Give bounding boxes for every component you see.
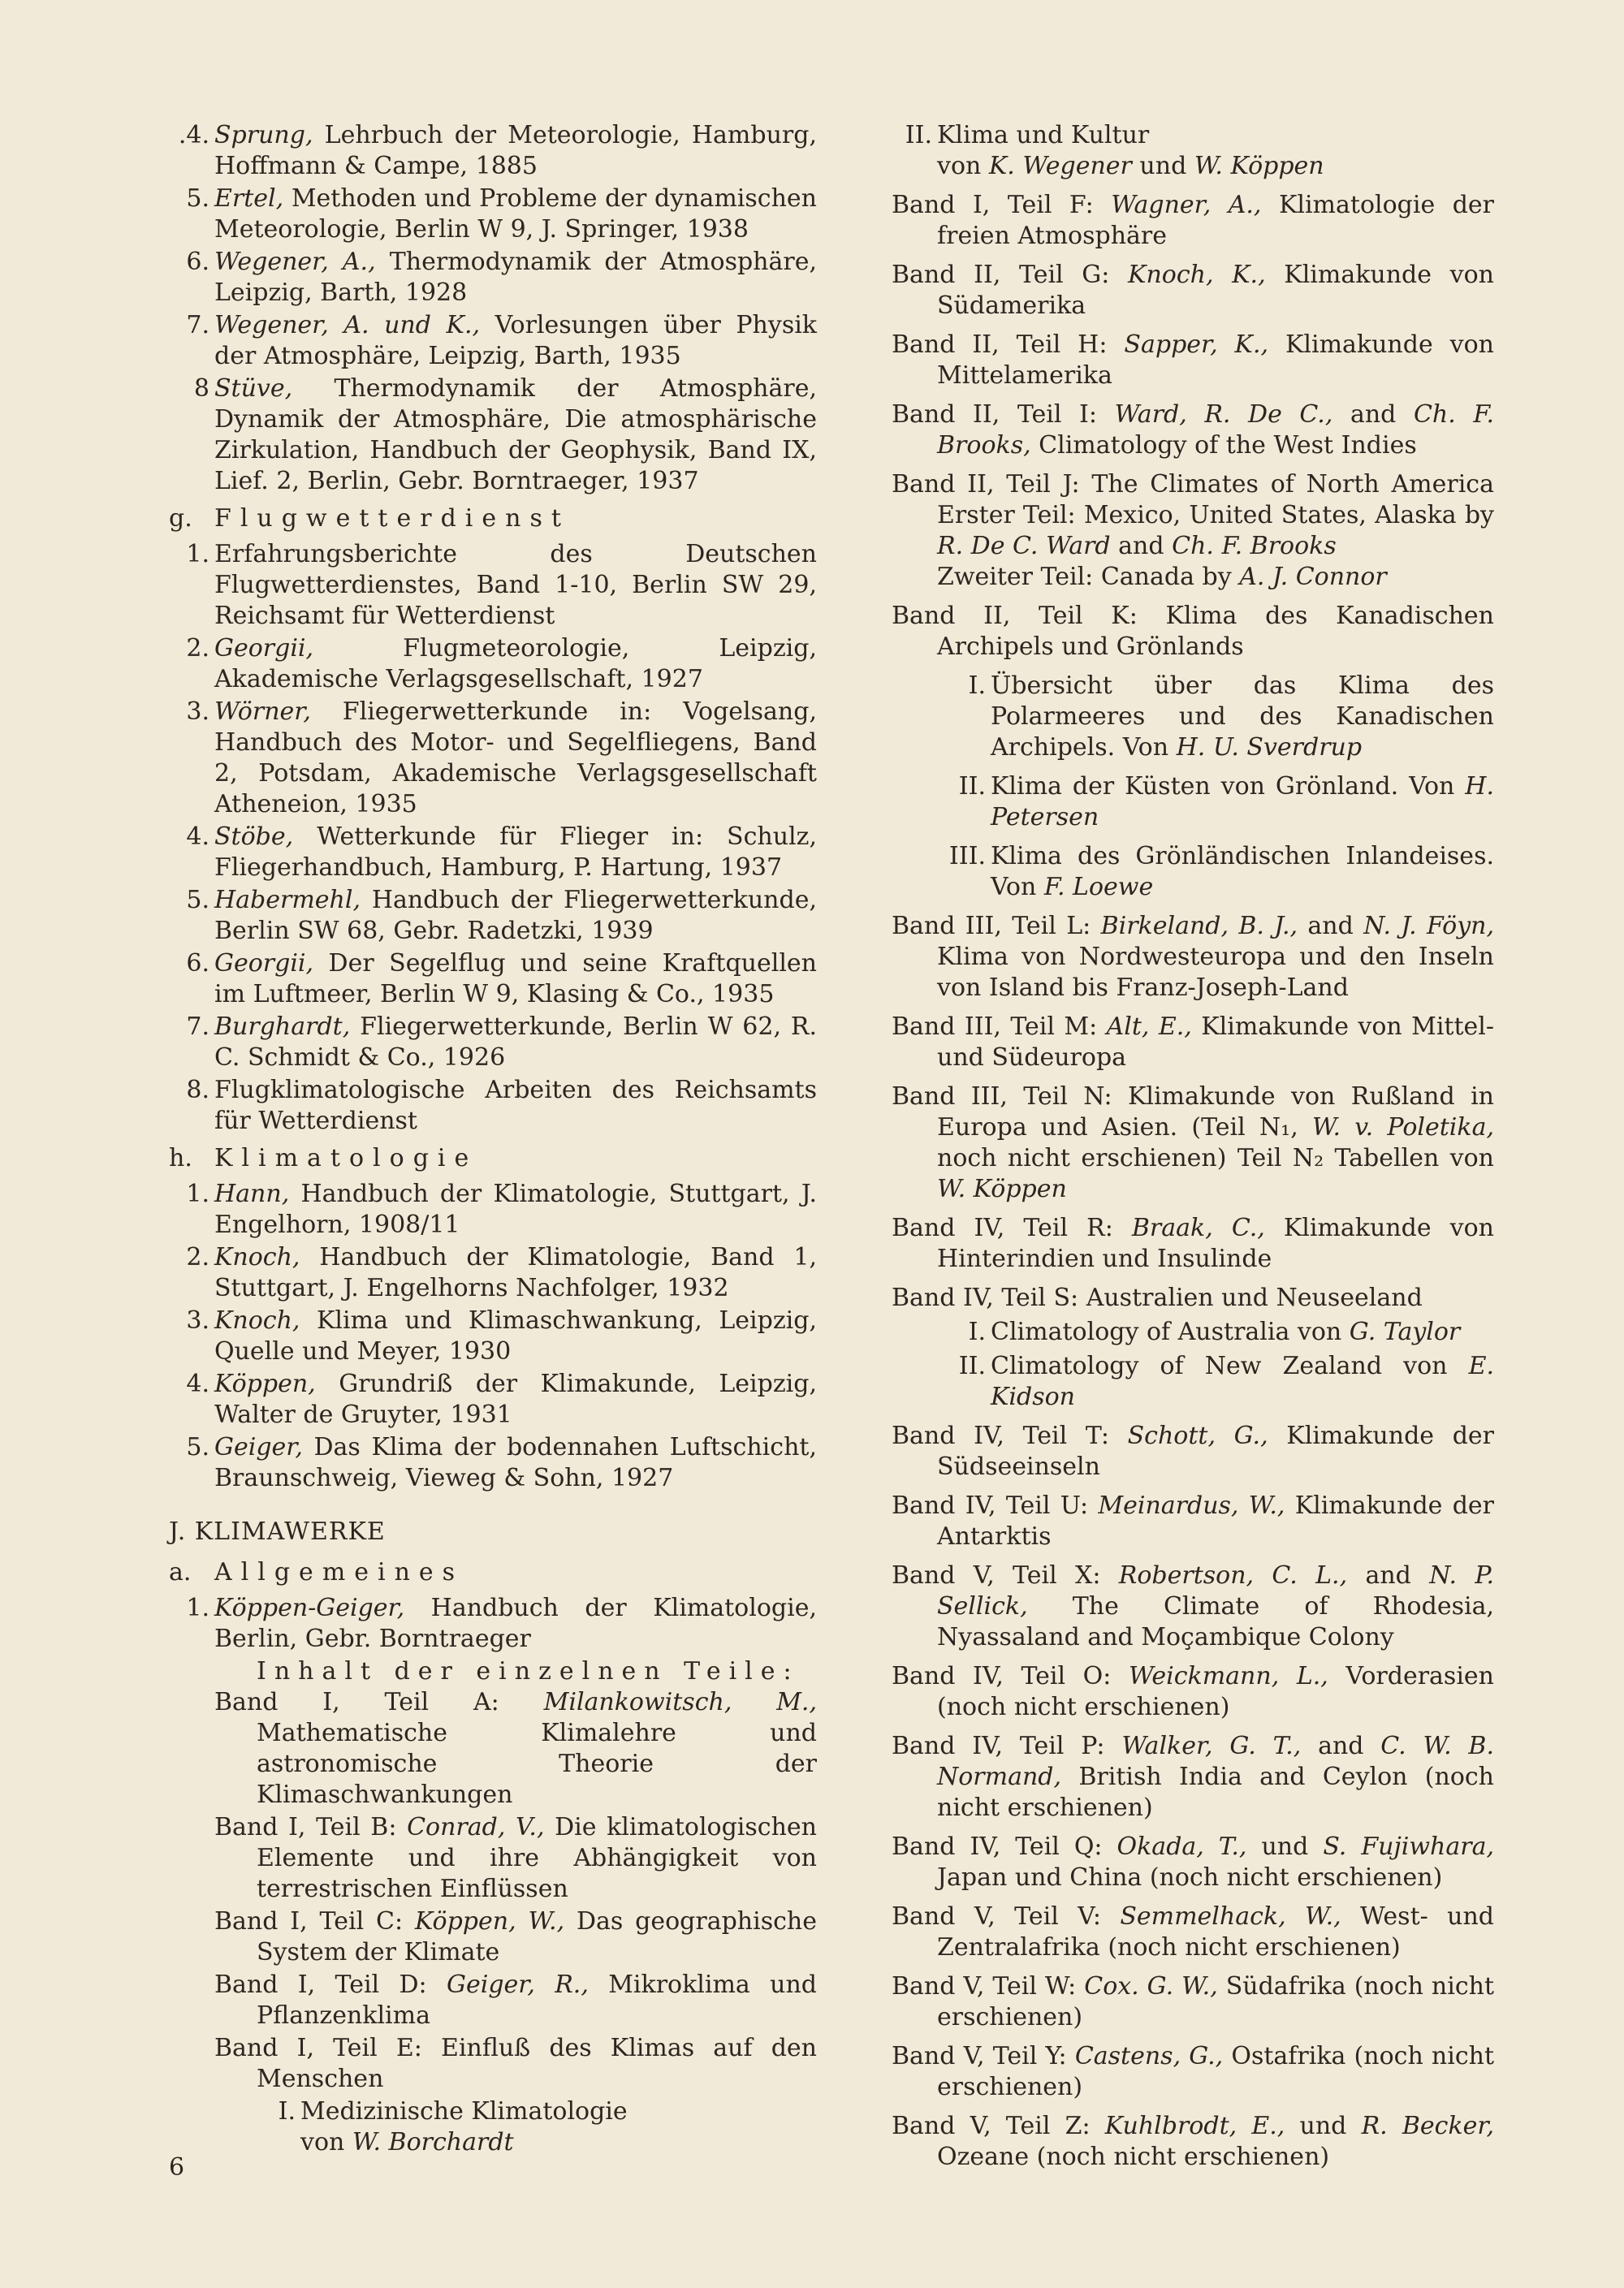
- list-item: 8 Stüve, Thermodynamik der Atmosphäre, Dynamik der Atmosphäre, Die atmosphärische Zirkulation, Handbuch der Geophysik, Band IX, Lief. 2, Berlin, Gebr. Borntraeger, 1937: [193, 374, 817, 495]
- list-item: 6. Georgii, Der Segelflug und seine Kraftquellen im Luftmeer, Berlin W 9, Klasing & Co., 1935: [186, 949, 817, 1008]
- list-item: Band IV, Teil R: Braak, C., Klimakunde von Hinterindien und Insulinde: [892, 1214, 1494, 1273]
- list-item: 4. Köppen, Grundriß der Klimakunde, Leipzig, Walter de Gruyter, 1931: [186, 1370, 817, 1429]
- list-item: III. Klima des Grönländischen Inlandeises. Von F. Loewe: [948, 842, 1494, 901]
- list-item: 2. Georgii, Flugmeteorologie, Leipzig, Akademische Verlagsgesellschaft, 1927: [186, 634, 817, 693]
- list-item: 4. Stöbe, Wetterkunde für Flieger in: Schulz, Fliegerhandbuch, Hamburg, P. Hartung, 1937: [186, 822, 817, 882]
- list-item: 1. Hann, Handbuch der Klimatologie, Stuttgart, J. Engelhorn, 1908/11: [186, 1180, 817, 1239]
- list-item: Band I, Teil F: Wagner, A., Klimatologie der freien Atmosphäre: [892, 191, 1494, 250]
- list-item: Band V, Teil W: Cox. G. W., Südafrika (noch nicht erschienen): [892, 1972, 1494, 2031]
- list-item: Band III, Teil M: Alt, E., Klimakunde von Mittel- und Südeuropa: [892, 1012, 1495, 1072]
- page-number: 6: [169, 2153, 185, 2182]
- list-item: Band III, Teil L: Birkeland, B. J., and N. J. Föyn, Klima von Nordwesteuropa und den Inseln von Island bis Franz-Joseph-Land: [892, 912, 1495, 1002]
- list-item: 3. Wörner, Fliegerwetterkunde in: Vogelsang, Handbuch des Motor- und Segelfliegens, Band 2, Potsdam, Akademische Verlagsgesellschaft Atheneion, 1935: [186, 697, 817, 818]
- list-item: Band V, Teil Z: Kuhlbrodt, E., und R. Becker, Ozeane (noch nicht erschienen): [892, 2112, 1494, 2171]
- list-item: I. Übersicht über das Klima des Polarmeeres und des Kanadischen Archipels. Von H. U. Sverdrup: [968, 671, 1494, 762]
- list-item: 5. Geiger, Das Klima der bodennahen Luftschicht, Braunschweig, Vieweg & Sohn, 1927: [186, 1433, 817, 1492]
- list-item: 8. Flugklimatologische Arbeiten des Reichsamts für Wetterdienst: [186, 1076, 817, 1135]
- list-item: 3. Knoch, Klima und Klimaschwankung, Leipzig, Quelle und Meyer, 1930: [186, 1306, 817, 1366]
- list-item: I. Medizinische Klimatologie von W. Borchardt: [278, 2097, 628, 2156]
- list-item: 7. Wegener, A. und K., Vorlesungen über Physik der Atmosphäre, Leipzig, Barth, 1935: [186, 311, 817, 370]
- list-item: Band IV, Teil O: Weickmann, L., Vorderasien (noch nicht erschienen): [892, 1662, 1494, 1721]
- list-item: 6. Wegener, A., Thermodynamik der Atmosphäre, Leipzig, Barth, 1928: [186, 248, 818, 307]
- list-item: Band IV, Teil Q: Okada, T., und S. Fujiwhara, Japan und China (noch nicht erschienen): [892, 1833, 1494, 1892]
- list-item: 1. Köppen-Geiger, Handbuch der Klimatologie, Berlin, Gebr. Borntraeger: [186, 1594, 817, 1653]
- right-column: [892, 120, 1494, 2181]
- subsection-heading: Inhalt der einzelnen Teile:: [257, 1657, 800, 1686]
- list-item: II. Klima der Küsten von Grönland. Von H. Petersen: [958, 772, 1494, 831]
- list-item: .4. Sprung, Lehrbuch der Meteorologie, Hamburg, Hoffmann & Campe, 1885: [178, 121, 817, 180]
- list-item: Band I, Teil D: Geiger, R., Mikroklima und Pflanzenklima: [214, 1971, 817, 2030]
- list-item: Band V, Teil Y: Castens, G., Ostafrika (noch nicht erschienen): [892, 2042, 1494, 2101]
- list-item: 1. Erfahrungsberichte des Deutschen Flugwetterdienstes, Band 1-10, Berlin SW 29, Reichsamt für Wetterdienst: [186, 540, 817, 630]
- list-item: 2. Knoch, Handbuch der Klimatologie, Band 1, Stuttgart, J. Engelhorns Nachfolger, 1932: [186, 1243, 817, 1302]
- section-heading-flugwetterdienst: g. Flugwetterdienst: [169, 504, 570, 533]
- list-item: 5. Habermehl, Handbuch der Fliegerwetterkunde, Berlin SW 68, Gebr. Radetzki, 1939: [186, 886, 817, 945]
- list-item: Band V, Teil V: Semmelhack, W., West- und Zentralafrika (noch nicht erschienen): [892, 1902, 1494, 1962]
- list-item: Band II, Teil K: Klima des Kanadischen Archipels und Grönlands: [892, 602, 1494, 661]
- list-item: Band II, Teil H: Sapper, K., Klimakunde von Mittelamerika: [892, 330, 1495, 390]
- list-item: Band I, Teil E: Einfluß des Klimas auf den Menschen: [214, 2034, 817, 2093]
- list-item: Band IV, Teil S: Australien und Neuseeland: [892, 1284, 1423, 1312]
- list-item: Band I, Teil A: Milankowitsch, M., Mathematische Klimalehre und astronomische Theorie der Klimaschwankungen: [214, 1688, 817, 1809]
- list-item: Band IV, Teil T: Schott, G., Klimakunde der Südseeinseln: [892, 1422, 1494, 1481]
- section-heading-allgemeines: a. Allgemeines: [169, 1558, 464, 1586]
- list-item: Band II, Teil I: Ward, R. De C., and Ch. F. Brooks, Climatology of the West Indies: [892, 400, 1495, 460]
- list-item: I. Climatology of Australia von G. Taylor: [968, 1318, 1461, 1346]
- list-item: Band II, Teil G: Knoch, K., Klimakunde von Südamerika: [892, 261, 1494, 320]
- left-column: [169, 120, 817, 2158]
- list-item: Band I, Teil B: Conrad, V., Die klimatologischen Elemente und ihre Abhängigkeit von terrestrischen Einflüssen: [214, 1813, 817, 1903]
- list-item: 5. Ertel, Methoden und Probleme der dynamischen Meteorologie, Berlin W 9, J. Springer, 1938: [186, 184, 817, 244]
- list-item: II. Climatology of New Zealand von E. Kidson: [958, 1352, 1494, 1411]
- list-item: II. Klima und Kultur von K. Wegener und W. Köppen: [905, 121, 1324, 180]
- list-item: 7. Burghardt, Fliegerwetterkunde, Berlin W 62, R. C. Schmidt & Co., 1926: [186, 1012, 817, 1072]
- list-item: Band IV, Teil U: Meinardus, W., Klimakunde der Antarktis: [892, 1492, 1494, 1551]
- list-item: Band I, Teil C: Köppen, W., Das geographische System der Klimate: [214, 1907, 817, 1966]
- list-item: Band IV, Teil P: Walker, G. T., and C. W. B. Normand, British India and Ceylon (noch nicht erschienen): [892, 1732, 1495, 1822]
- list-item: Band III, Teil N: Klimakunde von Rußland in Europa und Asien. (Teil N₁, W. v. Poletika, noch nicht erschienen) Teil N₂ Tabellen von W. Köppen: [892, 1082, 1494, 1203]
- chapter-heading: J. KLIMAWERKE: [169, 1517, 386, 1546]
- list-item: Band V, Teil X: Robertson, C. L., and N. P. Sellick, The Climate of Rhodesia, Nyassaland and Moçambique Colony: [892, 1561, 1495, 1651]
- section-heading-klimatologie: h. Klimatologie: [169, 1144, 478, 1172]
- list-item: Band II, Teil J: The Climates of North America Erster Teil: Mexico, United States, Alaska by R. De C. Ward and Ch. F. Brooks Zweiter Teil: Canada by A. J. Connor: [892, 470, 1494, 591]
